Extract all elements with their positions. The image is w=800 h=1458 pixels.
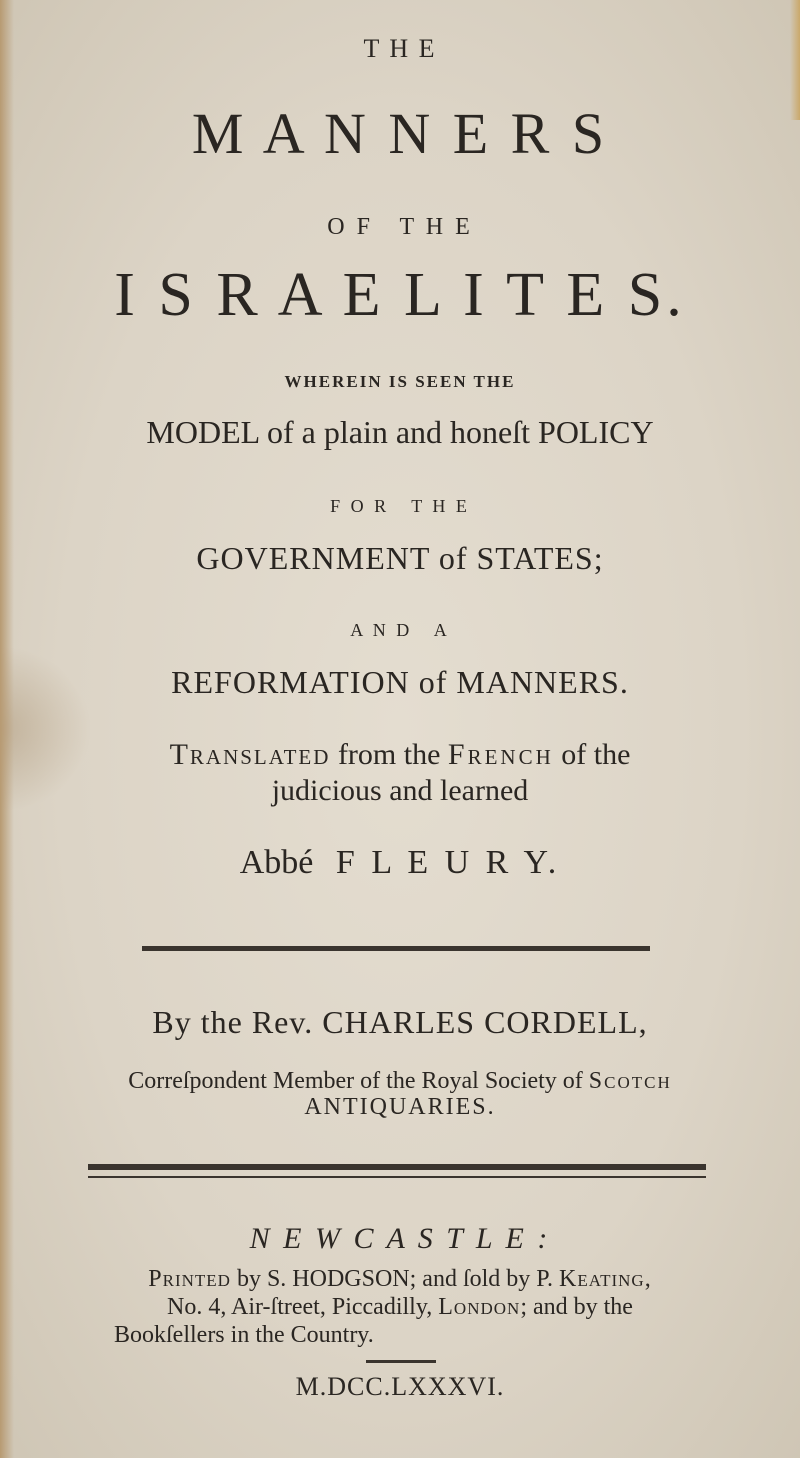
author-line — [0, 844, 800, 882]
printed-line-3: Bookſellers in the Country. — [114, 1322, 374, 1348]
judicious-line: judicious and learned — [271, 774, 529, 807]
date-line: M.DCC.LXXXVI. — [295, 1372, 505, 1401]
printer-text: by S. HODGSON; and ſold by P. — [230, 1266, 559, 1292]
rule-divider-2-thick — [88, 1164, 706, 1170]
printed-line-2 — [0, 1294, 800, 1321]
and-a-line: A N D A — [350, 620, 450, 640]
and-by-text: ; and by the — [520, 1294, 633, 1320]
title-manners: M A N N E R S — [191, 101, 609, 166]
title-of-the: O F T H E — [327, 214, 473, 240]
printed-line-1 — [0, 1266, 800, 1293]
french-word: French — [447, 738, 554, 771]
of-the-text: of the — [553, 738, 631, 771]
scotch-word: Scotch — [588, 1068, 672, 1094]
translated-line — [0, 738, 800, 772]
abbe-word: Abbé — [239, 844, 314, 881]
rule-divider-3 — [366, 1360, 436, 1363]
member-line-2: ANTIQUARIES. — [304, 1094, 496, 1120]
reformation-line: REFORMATION of MANNERS. — [171, 664, 629, 700]
government-line: GOVERNMENT of STATES; — [196, 540, 604, 576]
title-israelites: I S R A E L I T E S. — [114, 261, 686, 329]
translated-word: Translated — [169, 738, 331, 771]
title-the: T H E — [363, 34, 437, 63]
keating-name: Keating, — [558, 1266, 652, 1292]
model-line: MODEL of a plain and honeſt POLICY — [146, 414, 654, 450]
member-text: Correſpondent Member of the Royal Society of — [128, 1068, 589, 1094]
from-the-text: from the — [330, 738, 448, 771]
london-word: London — [438, 1294, 521, 1320]
rule-divider-2-thin — [88, 1176, 706, 1178]
printed-word: Printed — [148, 1266, 231, 1292]
wherein-line: WHEREIN IS SEEN THE — [284, 372, 516, 391]
fleury-name: F L E U R Y. — [335, 844, 561, 881]
for-the-line: F O R T H E — [330, 496, 470, 516]
by-line: By the Rev. CHARLES CORDELL, — [152, 1004, 648, 1040]
place-line: N E W C A S T L E : — [249, 1222, 551, 1255]
member-line-1 — [0, 1068, 800, 1095]
rule-divider-1 — [142, 946, 650, 951]
address-text: No. 4, Air-ſtreet, Piccadilly, — [167, 1294, 439, 1320]
